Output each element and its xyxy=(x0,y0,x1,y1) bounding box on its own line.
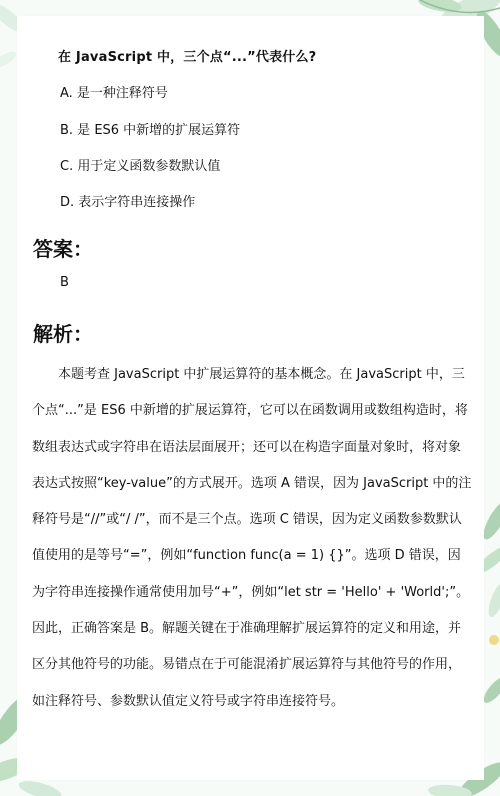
analysis-text: 本题考查 JavaScript 中扩展运算符的基本概念。在 JavaScript 中，三个点“...”是 ES6 中新增的扩展运算符，它可以在函数调用或数组构造时，将数组表达式或字符串在语法层面展开；还可以在构造字面量对象时，将对象表达式按照“key-value”的方式展开。选项 A 错误，因为 JavaScript 中的注释符号是“//”或“/ /”，而不是三个点。选项 C 错误，因为定义函数参数默认值使用的是等号“=”，例如“function func(a = 1) {}”。选项 D 错误，因为字符串连接操作通常使用加号“+”，例如“let str = 'Hello' + 'World';”。因此，正确答案是 B。解题关键在于准确理解扩展运算符的定义和用途，并区分其他符号的功能。易错点在于可能混淆扩展运算符与其他符号的作用，如注释符号、参数默认值定义符号或字符串连接符号。 xyxy=(32,367,472,709)
question-title: 在 JavaScript 中，三个点“...”代表什么? xyxy=(58,50,317,65)
analysis-heading: 解析： xyxy=(33,322,93,346)
option-b: B. 是 ES6 中新增的扩展运算符 xyxy=(60,123,241,138)
option-a: A. 是一种注释符号 xyxy=(60,86,168,101)
option-d: D. 表示字符串连接操作 xyxy=(60,195,196,210)
answer-heading: 答案： xyxy=(33,237,93,261)
answer-value: B xyxy=(60,275,69,290)
option-c: C. 用于定义函数参数默认值 xyxy=(60,159,221,174)
